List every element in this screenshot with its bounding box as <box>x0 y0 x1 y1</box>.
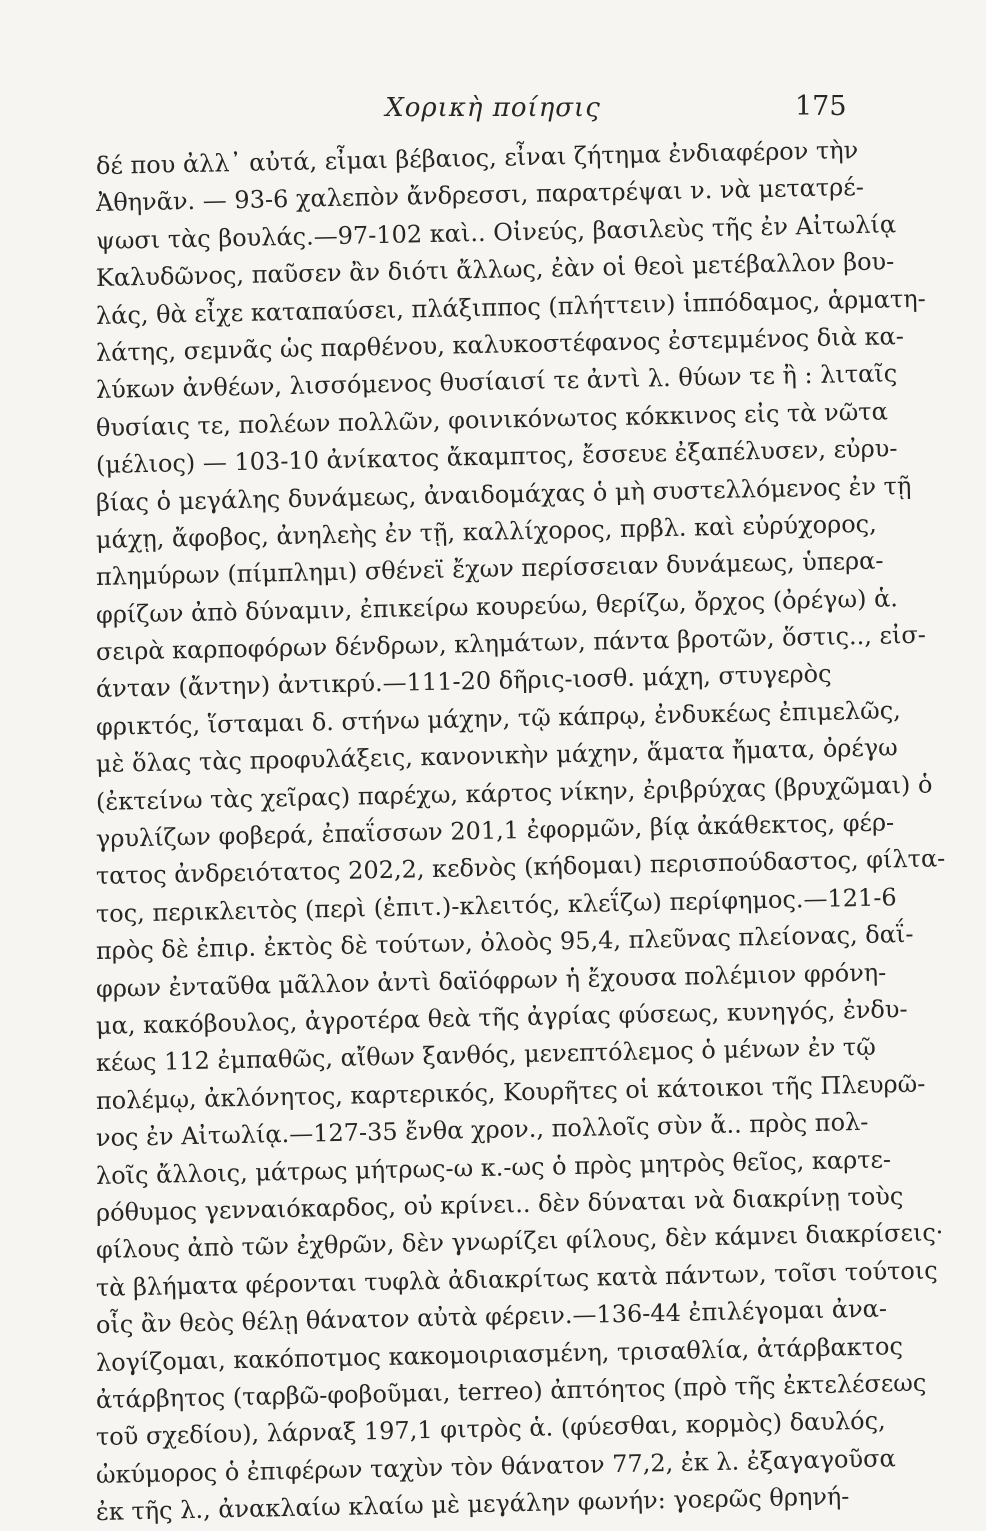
text-line: (ἐκτείνω τὰς χεῖρας) παρέχω, κάρτος νίκην, ἐριβρύχας (βρυχῶμαι) ὁ <box>95 770 933 816</box>
text-line: λύκων ἀνθέων, λισσόμενος θυσίαισί τε ἀντὶ λ. θύων τε ἢ : λιταῖς <box>95 359 898 405</box>
text-line: ρόθυμος γενναιόκαρδος, οὐ κρίνει.. δὲν δύναται νὰ διακρίνῃ τοὺς <box>95 1182 904 1227</box>
text-line: λοῖς ἄλλοις, μάτρως μήτρως-ω κ.-ως ὁ πρὸς μητρὸς θεῖος, καρτε- <box>95 1144 892 1190</box>
text-line: λάς, θὰ εἶχε καταπαύσει, πλάξιππος (πλήττειν) ἱππόδαμος, ἁρματη- <box>95 284 926 330</box>
text-line: τατος ἀνδρειότατος 202,2, κεδνὸς (κήδομαι) περισπούδαστος, φίλτα- <box>95 844 946 891</box>
text-line: ψωσι τὰς βουλάς.—97-102 καὶ.. Οἰνεύς, βασιλεὺς τῆς ἐν Αἰτωλίᾳ <box>95 210 897 255</box>
text-line: δέ που ἀλλ᾽ αὐτά, εἶμαι βέβαιος, εἶναι ζήτημα ἐνδιαφέρον τὴν <box>95 136 859 180</box>
text-line: πλημύρων (πίμπλημι) σθένεϊ ἔχων περίσσειαν δυνάμεως, ὑπερα- <box>95 546 884 592</box>
text-line: κέως 112 ἐμπαθῶς, αἴθων ξανθός, μενεπτόλεμος ὁ μένων ἐν τῷ <box>95 1033 877 1078</box>
text-line: Ἀθηνᾶν. — 93-6 χαλεπὸν ἄνδρεσσι, παρατρέψαι ν. νὰ μετατρέ- <box>95 173 865 218</box>
text-line: πρὸς δὲ ἐπιρ. ἐκτὸς δὲ τούτων, ὀλοὸς 95,4, πλεῦνας πλείονας, δαΐ- <box>95 920 914 966</box>
text-line: τοῦ σχεδίου), λάρναξ 197,1 φιτρὸς ἁ. (φύεσθαι, κορμὸς) δαυλός, <box>95 1406 886 1452</box>
text-line: άνταν (ἄντην) ἀντικρύ.—111-20 δῆρις-ιοσθ. μάχη, στυγερὸς <box>95 660 832 704</box>
text-line: οἷς ἂν θεὸς θέλῃ θάνατον αὐτὰ φέρειν.—136-44 ἐπιλέγομαι ἀνα- <box>95 1294 888 1340</box>
text-line: φρίζων ἀπὸ δύναμιν, ἐπικείρω κουρεύω, θερίζω, ὄρχος (ὀρέγω) ἁ. <box>95 583 899 629</box>
text-line: σειρὰ καρποφόρων δένδρων, κλημάτων, πάντα βροτῶν, ὅστις.., εἰσ- <box>95 620 927 667</box>
text-line: λάτης, σεμνᾶς ὡς παρθένου, καλυκοστέφανος ἐστεμμένος διὰ κα- <box>95 322 905 367</box>
text-line: φρικτός, ἵσταμαι δ. στήνω μάχην, τῷ κάπρῳ, ἐνδυκέως ἐπιμελῶς, <box>95 696 902 741</box>
text-line: πολέμῳ, ἀκλόνητος, καρτερικός, Κουρῆτες οἱ κάτοικοι τῆς Πλευρῶ- <box>95 1069 926 1115</box>
text-line: λογίζομαι, κακόποτμος κακομοιριασμένη, τρισαθλία, ἀτάρβακτος <box>95 1331 904 1377</box>
text-line: μα, κακόβουλος, ἀγροτέρα θεὰ τῆς ἀγρίας φύσεως, κυνηγός, ἐνδυ- <box>95 994 908 1040</box>
text-line: μὲ ὅλας τὰς προφυλάξεις, κανονικὴν μάχην, ἅματα ἤματα, ὀρέγω <box>95 733 898 779</box>
text-line: βίας ὁ μεγάλης δυνάμεως, ἀναιδομάχας ὁ μὴ συστελλόμενος ἐν τῇ <box>95 471 912 517</box>
running-head-title: Χορικὴ ποίησις <box>385 93 601 123</box>
text-line: νος ἐν Αἰτωλίᾳ.—127-35 ἔνθα χρον., πολλοῖς σὺν ἄ.. πρὸς πολ- <box>95 1107 869 1153</box>
text-line: Καλυδῶνος, παῦσεν ἂν διότι ἄλλως, ἐὰν οἱ θεοὶ μετέβαλλον βου- <box>95 247 895 293</box>
text-line: τος, περικλειτὸς (περὶ (ἐπιτ.)-κλειτός, κλεΐζω) περίφημος.—121-6 <box>95 883 897 928</box>
commentary-text <box>95 136 946 1531</box>
text-line: ὠκύμορος ὁ ἐπιφέρων ταχὺν τὸν θάνατον 77,2, ἐκ λ. ἐξαγαγοῦσα <box>95 1443 896 1489</box>
text-line: (μέλιος) — 103-10 ἀνίκατος ἄκαμπτος, ἔσσευε ἐξαπέλυσεν, εὐρυ- <box>95 434 898 480</box>
text-line: φρων ἐνταῦθα μᾶλλον ἀντὶ δαϊόφρων ἡ ἔχουσα πολέμιον φρόνη- <box>95 958 887 1003</box>
text-line: ἐκ τῆς λ., ἀνακλαίω κλαίω μὲ μεγάλην φωνήν: γοερῶς θρηνή- <box>95 1482 850 1527</box>
text-line: γρυλίζων φοβερά, ἐπαΐσσων 201,1 ἐφορμῶν, βίᾳ ἀκάθεκτος, φέρ- <box>95 808 895 854</box>
text-line: θυσίαις τε, πολέων πολλῶν, φοινικόνωτος κόκκινος εἰς τὰ νῶτα <box>95 397 889 442</box>
text-line: φίλους ἀπὸ τῶν ἐχθρῶν, δὲν γνωρίζει φίλους, δὲν κάμνει διακρίσεις· <box>95 1218 944 1265</box>
page-number: 175 <box>795 91 847 122</box>
text-line: τὰ βλήματα φέρονται τυφλὰ ἀδιακρίτως κατὰ πάντων, τοῖσι τούτοις <box>95 1256 938 1302</box>
text-line: μάχῃ, ἄφοβος, ἀνηλεὴς ἐν τῇ, καλλίχορος, πρβλ. καὶ εὐρύχορος, <box>95 509 877 554</box>
text-line: ἀτάρβητος (ταρβῶ-φοβοῦμαι, terreo) ἀπτόητος (πρὸ τῆς ἐκτελέσεως <box>95 1368 927 1414</box>
